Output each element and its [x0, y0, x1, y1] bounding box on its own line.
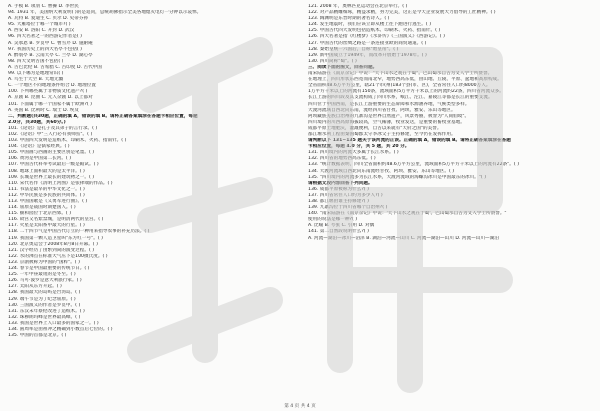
page-number: 第 4 页 共 4 页	[284, 404, 316, 409]
question-line: 123. 京剧被称为中国的"国粹"。( )	[8, 259, 80, 265]
question-line: 101. 下面属于哪一个国家不属于欧洲?( )	[8, 101, 92, 107]
section-heading: 三、阅读下面的图文，回答问题。	[308, 64, 378, 70]
question-line: 使用的说法是哪一种?( )	[308, 217, 358, 223]
question-line: 116. 故宫又名紫禁城，是明清两代的皇宫。( )	[8, 217, 104, 223]
passage-line: 1万平方千米以上的河流有150条，流域面积5万平方千米以上的河流约22条，四川省河流众多。	[308, 89, 504, 95]
question-line: 95. 大雁塔位于哪一个城市?( )	[8, 22, 71, 28]
question-line: 133. 我国是世界上人口最多的国家之一。( )	[8, 320, 99, 326]
question-line: A. 河流—湖泊—冰川—沼泽 B. 湖泊—河流—山川 C. 河流—湖泊—山川 D. 河流—山川—湖泊	[308, 235, 499, 241]
question-line: A. 京剧 B. 昆曲 C. 元人杂剧 D. 以上都对	[8, 95, 93, 101]
question-line: 105. 中国画与西画的主要区别是笔墨。( )	[8, 150, 95, 156]
right-column	[308, 4, 596, 242]
question-line: 125. 中国古代四大发明包括造纸术、印刷术、火药、指南针。( )	[308, 28, 441, 34]
question-line: 136. 成都平原被称为什么?( )	[308, 186, 369, 192]
question-line: 121. 2008 年，奥林匹克运动会在北京举行。( )	[308, 4, 408, 9]
question-line: 111. 书法是最早的中华文化之一。( )	[8, 186, 85, 192]
passage-line: 四川位于中国西南，是长江上游重要的生态屏障和水源涵养地，气候类型多样。	[308, 101, 470, 107]
section-heading: 卡相应位置，每题 4.0 分，共 5 题，共 20 分。	[308, 144, 410, 150]
question-line: 126. 四大名著是指《红楼梦》《水浒传》《三国演义》《西游记》。( )	[308, 34, 445, 40]
question-line: 122. 对产品精雕细琢，精益求精，努力完美，这正是今天企业发展大力倡导的工匠精神。( )	[308, 10, 496, 16]
question-line: 141. 第二自然段说明什么?( )	[308, 229, 369, 235]
section-heading: 二、判断题(共30题，正确的填 A，错误的填 B。请将正确答案填涂在答题卡相应位置，每题	[8, 113, 198, 119]
question-line: 137. 四川省常住人口约为多少人?( )	[308, 192, 383, 198]
question-line: 139. 九寨沟位于四川省哪个自治州?( )	[308, 205, 388, 211]
question-line: 135. "四川境内的河流多为长江水系，大渡河流域的海螺沟冰川是中国最东的冰川。"( )	[308, 174, 487, 180]
question-line: 125. 一年中昼最短的是冬至。( )	[8, 272, 76, 278]
question-line: A. 古巴比伦 B. 古希腊 C. 古印度 D. 古代中国	[8, 64, 102, 70]
question-line: 96. 四大名著之一的西游记作者是( )	[8, 34, 82, 40]
question-line: 131. 四川境内的河流大多属于长江水系。( )	[308, 150, 399, 156]
section-heading: 2.0分，共30题，共60分。)	[8, 119, 66, 125]
question-line: 109. 长城是世界上最长的建筑物之一。( )	[8, 174, 95, 180]
passage-line: 长江上游的四川段及其支流构成了四川水系，岷江、沱江、嘉陵江等都是长江的重要支流。	[308, 95, 493, 101]
question-line: 127. 太阳从东方升起。( )	[8, 284, 62, 290]
question-line: 114. 屈原是战国时期楚国人。( )	[8, 205, 76, 211]
question-line: 128. 我国最大的岛屿是台湾岛。( )	[8, 290, 81, 296]
question-line: 120. 北京奥运会于2008年8月8日开幕。( )	[8, 241, 98, 247]
question-line: 134. 圆周率是由祖冲之精确到小数点后七位的。( )	[8, 326, 113, 332]
question-line: A. 西安 B. 洛阳 C. 开封 D. 武汉	[8, 28, 75, 34]
question-line: 115. 颐和园位于北京西郊。( )	[8, 211, 72, 217]
passage-line: 都江堰水利工程由秦国蜀郡太守李冰父子主持修建，至今仍在发挥作用。	[308, 131, 456, 137]
question-line: 140. "南宋陆游在《南京杂记》中说：'天下山水之观在于蜀'。巴山蜀水自古为文人学士所赞誉。"	[308, 211, 507, 217]
question-line: 135. 中国的首都是北京。( )	[8, 333, 67, 339]
passage-line: 南宋陆游在《南京杂记》中说："天下山水之观在于蜀"。巴山蜀水自古为文人学士所赞誉。	[308, 71, 493, 77]
question-line: 110. 宋代名作《清明上河图》是张择端的作品。( )	[8, 180, 113, 186]
question-line: 97. 我国历史上的四大名亭不包括( )	[8, 46, 82, 52]
question-line: 118. 二十四节气是中国古代订立的一种用来指导农事的补充历法。( )	[8, 229, 150, 235]
question-line: 122. 水的沸点在标准大气压下是100摄氏度。( )	[8, 253, 108, 259]
passage-line: 四川境内的川西高原海拔较高，空气稀薄，牧业发达，是重要的畜牧业基地。	[308, 119, 465, 125]
question-line: 104.《论语》是儒家经典。( )	[8, 144, 70, 150]
question-line: 108. 地球上面积最大的是太平洋。( )	[8, 168, 85, 174]
question-line: 128. 秦始皇统一六国后，自称"始皇帝"。( )	[308, 46, 399, 52]
question-line: A. 吴承恩 B. 罗贯中 C. 曹雪芹 D. 施耐庵	[8, 40, 93, 46]
question-line: A. 醉翁亭 B. 云南天亭 C. 兰亭 D. 湖心亭	[8, 52, 93, 58]
question-line: 138. 都江堰由谁主持修建?( )	[308, 199, 369, 204]
question-line: 132. 四川省的地势西高东低。( )	[308, 156, 376, 162]
question-line: 117. 火星是太阳系中最大的行星。( )	[8, 223, 85, 229]
passage-line: 阿坝藏族羌族自治州的九寨沟是世界自然遗产，风景秀丽，被誉为"人间仙境"。	[308, 113, 470, 119]
question-line: 119. 我国第一颗人造卫星叫"东方红一号"。( )	[8, 235, 103, 241]
question-line: 101.《论语》是孔子及其弟子的言行录。( )	[8, 125, 98, 131]
question-line: 99. 以下哪为是地理常识( )	[8, 71, 64, 77]
question-line: 113. 中国国歌是《义勇军进行曲》。( )	[8, 199, 88, 204]
question-line: 123. 陶渊明是东晋时期的著名诗人。( )	[308, 16, 390, 22]
question-line: 124. 春节是中国最重要的传统节日。( )	[8, 266, 90, 272]
question-line: 121. 汉字经历了由繁到简的演变过程。( )	[8, 247, 95, 253]
question-line: A. 瓦特 B. 爱迪生 C. 贝尔 D. 史蒂芬孙	[8, 16, 89, 22]
passage-line: 大渡河流域自西北向东南，流经四川省甘孜、阿坝、雅安、乐山等地区。	[308, 107, 456, 113]
question-line: 107. 中国古代科举考试最后一级是殿试。( )	[8, 162, 99, 168]
question-line: 106. 黄河是中国第二长河。( )	[8, 156, 72, 162]
left-column	[8, 4, 296, 339]
section-heading: 请根据文段内容回答下列问题。	[308, 180, 373, 186]
question-line: 133. "统计数据表明，四川全省面积约48.6万平方公里，流域面积5万平方千米以上的河流有22条"。( )	[308, 162, 520, 168]
question-line: 129. 新中国成立于1949年，而改革开放始于1978年。( )	[308, 52, 427, 58]
question-line: 100. 下列哪些属于非物质文化遗产?( )	[8, 89, 88, 95]
question-line: A. 英国 B. 比利时 C. 瑞士 D. 埃及	[8, 107, 79, 113]
question-line: 98. 四大文明古国不包括( )	[8, 58, 64, 64]
question-line: 134. 大渡河流域自西北向东南流经甘孜、阿坝、雅安、乐山等地区。( )	[308, 168, 455, 174]
question-line: A. 鸟生于天空 B. 天地无疆	[8, 77, 64, 83]
passage-line: 成都平原土地肥沃，灌溉便利，自古以来就有"天府之国"的美誉。	[308, 125, 442, 131]
question-line: 130. 四川简称"蜀"。( )	[308, 58, 357, 64]
question-line: 102.《论语》中"三人行必有我师焉"。( )	[8, 131, 93, 137]
question-line: 126. 马可·波罗是意大利旅行家。( )	[8, 278, 82, 284]
question-line: 124. 发生地震时，我们应该立即从楼上往下跑进行逃生。( )	[308, 22, 432, 28]
question-line: 103. 中国四大发明是造纸术、印刷术、火药、指南针。( )	[8, 138, 127, 144]
question-line: A. 手模 B. 项羽 C. 曹操 D. 李世民	[8, 4, 79, 9]
question-line: A. 比喻 B. 夸张 C. 引用 D. 对偶	[308, 223, 375, 229]
question-line: 130. 三国演义的作者是罗贯中。( )	[8, 302, 81, 308]
question-line: 127. 中国古代的丝绸之路是一条连接亚欧的商贸通道。( )	[308, 40, 427, 46]
question-line: C. 一个地区不同地理条件组合 D. 地理位置	[8, 83, 97, 89]
section-heading: 请判断以下 131~135 题关于该河流的正误。正确的填 A，错误的填 B。请将正确答案填涂在答题	[308, 138, 511, 144]
question-line: 129. 端午节是为了纪念屈原。( )	[8, 296, 76, 302]
question-line: 112. 中华民族是多民族的共同体。( )	[8, 192, 85, 198]
passage-line: 在地理上，四川形状东西宽而南北窄，地势西高东低，由山地、丘陵、平原、盆地和高原构成。	[308, 77, 502, 83]
question-line: 132. 珠穆朗玛峰是世界最高峰。( )	[8, 314, 81, 320]
question-line: 131. 东汉末年蔡伦改进了造纸术。( )	[8, 308, 85, 314]
passage-line: 全省面积48.6万平方公里，辖21个市(州)183个县(市、区)，全省常住人口约8000万人。	[308, 83, 491, 89]
question-line: 94. 1931 年，美国纳大利发明( )的是追问，总统胡佛指示全美各地熄灭电灯一分钟以示哀悼。	[8, 10, 202, 16]
